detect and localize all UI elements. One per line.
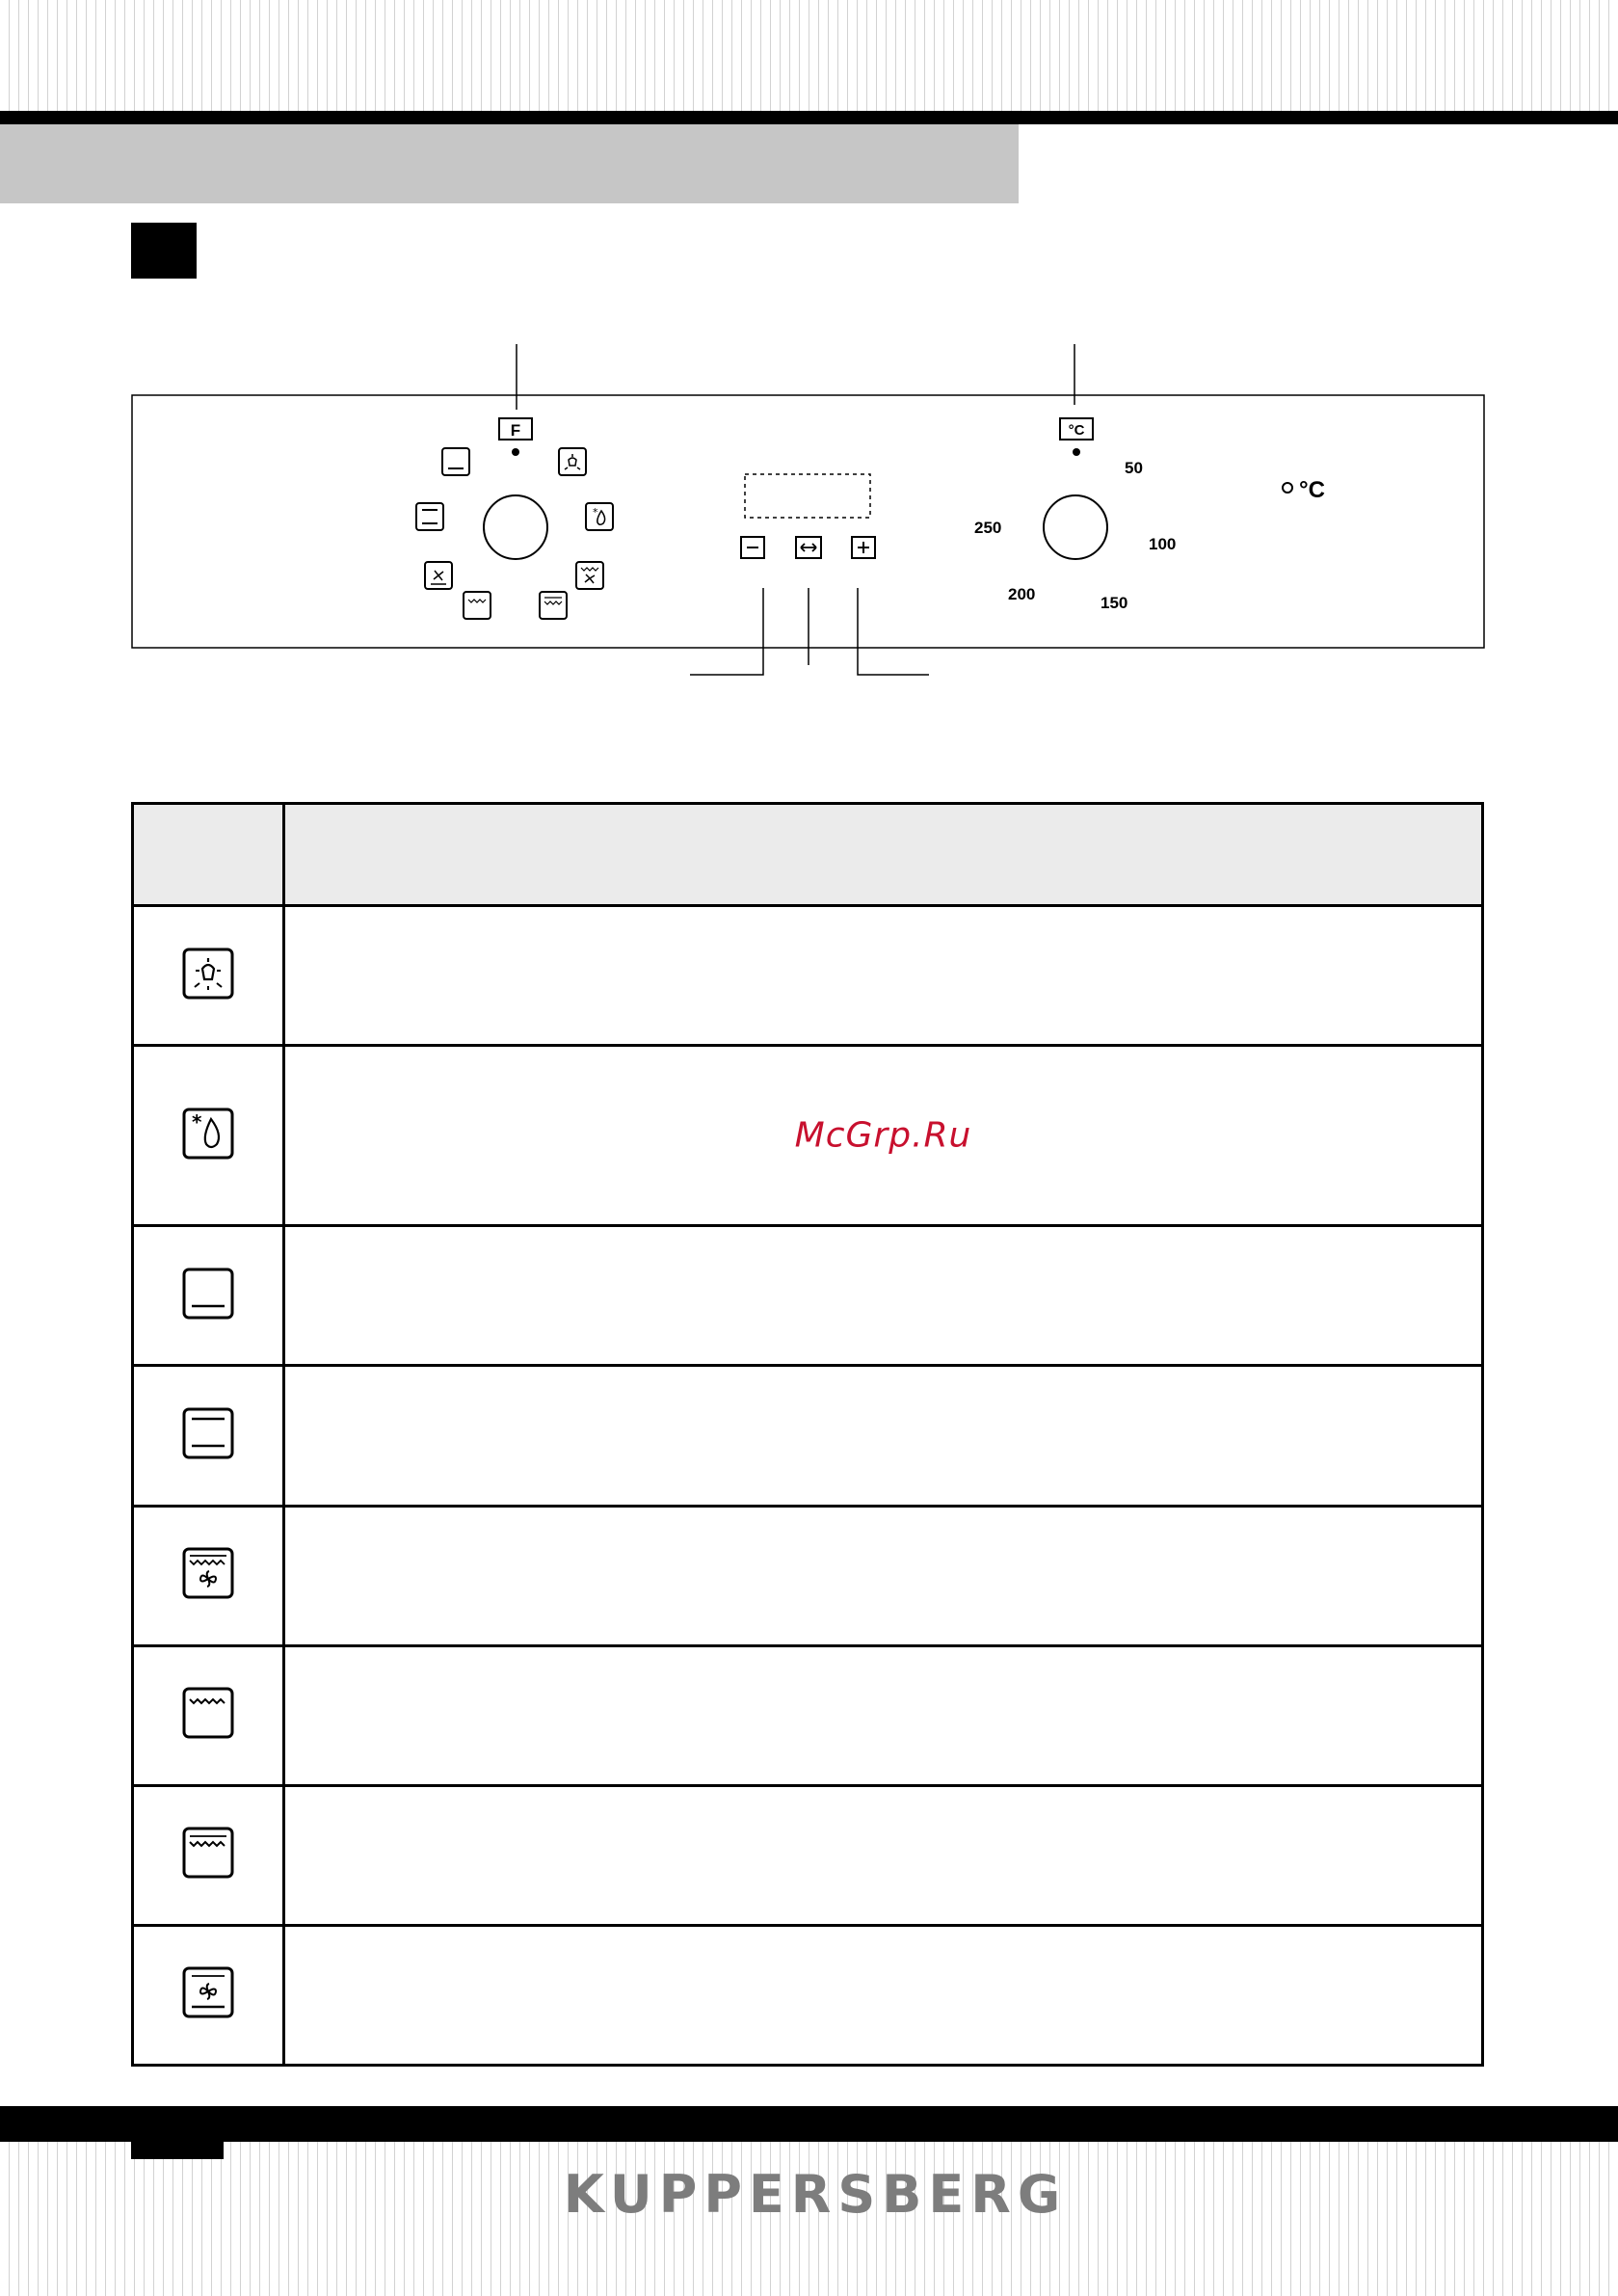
fan-bottom-heat-icon (182, 1966, 234, 2018)
table-desc-cell (284, 906, 1483, 1046)
table-desc-cell (284, 1366, 1483, 1506)
indicator-lamp-icon (1283, 483, 1292, 493)
temp-mark-200: 200 (1008, 585, 1036, 603)
defrost-icon (586, 503, 613, 530)
brand-logo: KUPPERSBERG (564, 2164, 1068, 2225)
table-icon-cell (133, 1046, 284, 1226)
table-desc-cell (284, 1925, 1483, 2065)
grill-large-icon (540, 592, 567, 619)
table-row (133, 1785, 1483, 1925)
top-bottom-heat-icon (416, 503, 443, 530)
function-selector-knob[interactable] (484, 495, 547, 559)
table-icon-cell (133, 1785, 284, 1925)
light-icon (559, 448, 586, 475)
table-icon-cell (133, 1366, 284, 1506)
watermark-text: McGrp.Ru (794, 1115, 972, 1156)
oven-light-icon (182, 948, 234, 1000)
function-selector (416, 418, 613, 619)
table-row (133, 1366, 1483, 1506)
grill-fan-icon (182, 1547, 234, 1599)
table-desc-cell (284, 1226, 1483, 1366)
thermostat-knob[interactable] (1044, 495, 1107, 559)
plus-button[interactable] (852, 537, 875, 558)
temp-mark-150: 150 (1101, 594, 1128, 612)
table-header-desc-cell (284, 804, 1483, 906)
page-number-tab (131, 2142, 224, 2159)
minus-button[interactable] (741, 537, 764, 558)
table-desc-cell (284, 1046, 1483, 1226)
table-icon-cell (133, 1645, 284, 1785)
grill-icon (464, 592, 491, 619)
table-icon-cell (133, 1226, 284, 1366)
bottom-heat-icon (182, 1268, 234, 1320)
temp-mark-50: 50 (1125, 459, 1143, 477)
top-bottom-heat-icon (182, 1407, 234, 1459)
fan-bottom-heat-icon (425, 562, 452, 589)
control-panel-diagram (0, 0, 1618, 694)
grill-icon (182, 1687, 234, 1739)
bottom-heat-icon (442, 448, 469, 475)
table-row (133, 1226, 1483, 1366)
table-header-row (133, 804, 1483, 906)
defrost-icon (182, 1108, 234, 1160)
thermostat-label: °C (1068, 422, 1085, 439)
svg-text:*: * (593, 506, 598, 519)
thermostat (974, 418, 1176, 612)
svg-text:*: * (192, 1109, 202, 1134)
grill-fan-icon (576, 562, 603, 589)
temperature-indicator (1283, 477, 1325, 503)
table-row (133, 1506, 1483, 1645)
timer-display (745, 474, 870, 518)
temperature-indicator-label: °C (1299, 477, 1325, 503)
double-grill-icon (182, 1827, 234, 1879)
table-desc-cell (284, 1645, 1483, 1785)
table-header-icon-cell (133, 804, 284, 906)
function-selector-label: F (510, 421, 521, 440)
table-icon-cell (133, 906, 284, 1046)
table-row (133, 1645, 1483, 1785)
table-row (133, 906, 1483, 1046)
table-desc-cell (284, 1785, 1483, 1925)
bottom-black-band (0, 2106, 1618, 2142)
timer-module (690, 474, 929, 675)
table-icon-cell (133, 1925, 284, 2065)
table-row (133, 1046, 1483, 1226)
table-row (133, 1925, 1483, 2065)
function-table (131, 802, 1484, 2067)
mode-button[interactable] (796, 537, 821, 558)
table-desc-cell (284, 1506, 1483, 1645)
table-icon-cell (133, 1506, 284, 1645)
temp-mark-250: 250 (974, 519, 1002, 537)
temp-mark-100: 100 (1149, 535, 1177, 553)
